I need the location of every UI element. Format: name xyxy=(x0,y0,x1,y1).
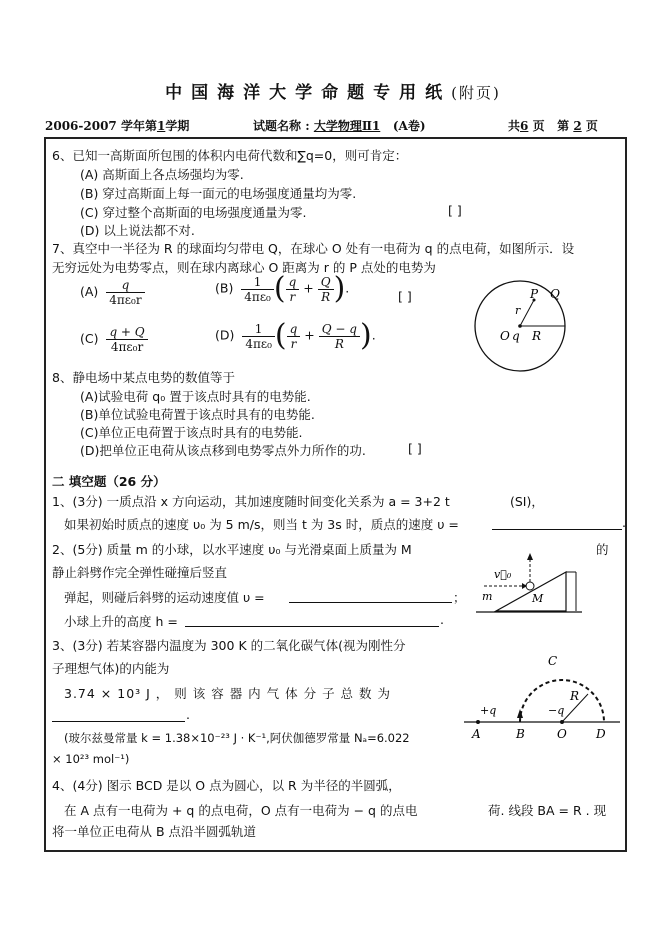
fill-q3-constants-1: (玻尔兹曼常量 k = 1.38×10⁻²³ J · K⁻¹,阿伏伽德罗常量 Nₐ=6.022 xyxy=(64,731,410,745)
fig-label-M: M xyxy=(532,592,544,605)
title-main: 中国海洋大学命题专用纸 xyxy=(165,83,452,103)
fig-label-R: R xyxy=(532,329,542,343)
fig-label-P: P xyxy=(530,287,539,301)
fill-q2-line2: 静止斜劈作完全弹性碰撞后竖直 xyxy=(52,565,228,580)
q7-option-c: (C) $\frac{q + Q}{\text{4πε₀r}}$ xyxy=(80,325,148,354)
fill-q2-line4: 小球上升的高度 h = xyxy=(64,614,178,629)
fill-q2-de: 的 xyxy=(596,542,609,557)
q6-option-b: (B) 穿过高斯面上每一面元的电场强度通量均为零. xyxy=(80,186,357,201)
q8-option-a: (A)试验电荷 q₀ 置于该点时具有的电势能. xyxy=(80,389,311,404)
fill-q1-answer-blank[interactable] xyxy=(492,529,622,530)
fill-q3-line1: 3、(3分) 若某容器内温度为 300 K 的二氧化碳气体(视为刚性分 xyxy=(52,638,406,653)
header-pages: 共6 页 第 2 页 xyxy=(508,119,598,133)
q8-stem: 8、静电场中某点电势的数值等于 xyxy=(52,370,235,385)
fig-label-D: D xyxy=(596,727,606,741)
section2-title: 二 填空题（26 分） xyxy=(52,474,166,489)
fig-label-r: r xyxy=(515,304,521,317)
fig-label-m: m xyxy=(482,590,493,603)
fill-q1-end: . xyxy=(622,515,626,530)
q7-stem-line2: 无穷远处为电势零点，则在球内离球心 O 距离为 r 的 P 点处的电势为 xyxy=(52,260,436,275)
fill-q2-line3: 弹起，则碰后斜劈的运动速度值 υ = xyxy=(64,590,265,605)
q7-answer-bracket: [ ] xyxy=(398,289,412,304)
q7-stem-line1: 7、真空中一半径为 R 的球面均匀带电 Q，在球心 O 处有一电荷为 q 的点电荷，如图所示．设 xyxy=(52,241,575,256)
fill-q3-constants-2: × 10²³ mol⁻¹) xyxy=(52,752,130,766)
fill-q1-line1: 1、(3分) 一质点沿 x 方向运动，其加速度随时间变化关系为 a = 3+2 t xyxy=(52,494,450,509)
q8-option-d: (D)把单位正电荷从该点移到电势零点外力所作的功. xyxy=(80,443,366,458)
q8-option-c: (C)单位正电荷置于该点时具有的电势能. xyxy=(80,425,303,440)
q6-answer-bracket: [ ] xyxy=(448,203,462,218)
fill-q2-semi: ； xyxy=(453,590,466,605)
fig-label-O: O xyxy=(500,329,510,343)
q8-option-b: (B)单位试验电荷置于该点时具有的电势能. xyxy=(80,407,315,422)
fill-q1-si: (SI)， xyxy=(510,494,544,509)
fill-q1-line2: 如果初始时质点的速度 υ₀ 为 5 m/s，则当 t 为 3s 时，质点的速度 υ = xyxy=(64,517,459,532)
fill-q2-velocity-blank[interactable] xyxy=(289,602,452,603)
q6-option-c: (C) 穿过整个高斯面的电场强度通量为零. xyxy=(80,205,307,220)
fig-label-C: C xyxy=(548,654,558,668)
q4-semicircle-figure xyxy=(464,652,622,742)
fig-label-R4: R xyxy=(570,689,580,703)
page-title xyxy=(0,78,666,103)
header-exam-name: 试题名称 : 大学物理Ⅱ1 (A卷) xyxy=(253,119,426,133)
fig-label-plusq: +q xyxy=(480,704,497,717)
fill-q2-height-blank[interactable] xyxy=(185,626,439,627)
fill-q4-line2: 在 A 点有一电荷为 + q 的点电荷，O 点有一电荷为 − q 的点电 xyxy=(64,803,418,818)
fill-q2-line1: 2、(5分) 质量 m 的小球，以水平速度 υ₀ 与光滑桌面上质量为 M xyxy=(52,542,412,557)
fig-label-Q: Q xyxy=(550,287,560,301)
q8-answer-bracket: [ ] xyxy=(408,441,422,456)
fig-label-B: B xyxy=(516,727,525,741)
q6-stem: 6、已知一高斯面所包围的体积内电荷代数和∑q=0，则可肯定： xyxy=(52,148,408,163)
title-sub: (附页) xyxy=(451,84,501,102)
q7-option-a: (A) $\frac{q}{\text{4πε₀r}}$ xyxy=(80,278,145,307)
fill-q3-line2: 子理想气体)的内能为 xyxy=(52,661,170,676)
fill-q4-line2b: 荷. 线段 BA = R . 现 xyxy=(488,803,607,818)
fill-q3-answer-blank[interactable] xyxy=(52,721,185,722)
fill-q3-line3: 3.74 × 10³ J ， 则 该 容 器 内 气 体 分 子 总 数 为 xyxy=(64,686,391,701)
fig-label-O4: O xyxy=(557,727,567,741)
q6-option-a: (A) 高斯面上各点场强均为零. xyxy=(80,167,244,182)
q2-wedge-figure xyxy=(474,552,586,617)
fig-label-A: A xyxy=(472,727,481,741)
fill-q4-line1: 4、(4分) 图示 BCD 是以 O 点为圆心，以 R 为半径的半圆弧， xyxy=(52,778,401,793)
q6-option-d: (D) 以上说法都不对. xyxy=(80,223,195,238)
q7-option-d: (D) $\frac{1}{\text{4πε₀}}$ ( $\frac{q}{r}$ + $\frac{Q - q}{R}$ ). xyxy=(215,318,376,353)
fill-q2-end: . xyxy=(440,612,444,627)
fig-label-minusq: −q xyxy=(548,704,565,717)
fill-q3-end: . xyxy=(186,707,190,722)
q7-option-b: (B) $\frac{1}{\text{4πε₀}}$ ( $\frac{q}{r}$ + $\frac{Q}{R}$ ). xyxy=(215,271,350,306)
header-year: 2006-2007 学年第1学期 xyxy=(45,119,190,133)
fig-label-v0: v⃗₀ xyxy=(494,568,512,581)
fill-q4-line3: 将一单位正电荷从 B 点沿半圆弧轨道 xyxy=(52,824,257,839)
q7-sphere-figure xyxy=(462,278,572,373)
fig-label-q: q xyxy=(512,329,520,343)
